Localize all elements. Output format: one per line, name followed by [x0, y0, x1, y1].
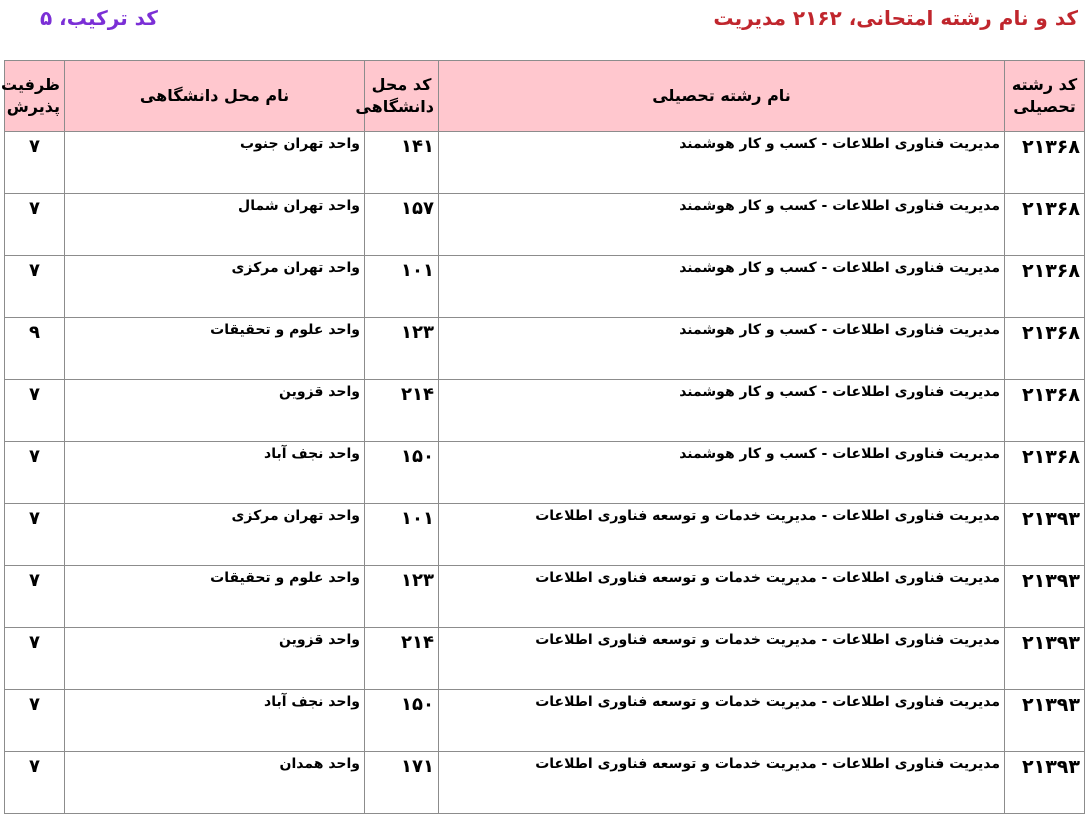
- table-row: [5, 318, 1085, 380]
- location-code-cell: ۱۲۳: [365, 318, 439, 380]
- location-code-cell: ۲۱۴: [365, 628, 439, 690]
- col-header-location-name: نام محل دانشگاهی: [65, 61, 365, 132]
- major-name-cell: مدیریت فناوری اطلاعات - مدیریت خدمات و توسعه فناوری اطلاعات: [439, 504, 1005, 566]
- table-row: [5, 504, 1085, 566]
- location-name-cell: واحد قزوین: [65, 380, 365, 442]
- capacity-cell: ۷: [5, 442, 65, 504]
- location-code-cell: ۱۵۰: [365, 442, 439, 504]
- page-title: کد و نام رشته امتحانی، ۲۱۶۲ مدیریت: [713, 6, 1078, 30]
- location-name-cell: واحد همدان: [65, 752, 365, 814]
- major-code-cell: ۲۱۳۶۸: [1005, 132, 1085, 194]
- capacity-cell: ۷: [5, 504, 65, 566]
- location-code-cell: ۱۴۱: [365, 132, 439, 194]
- table-row: [5, 442, 1085, 504]
- capacity-cell: ۷: [5, 628, 65, 690]
- major-name-cell: مدیریت فناوری اطلاعات - کسب و کار هوشمند: [439, 256, 1005, 318]
- major-code-cell: ۲۱۳۹۳: [1005, 566, 1085, 628]
- location-name-cell: واحد قزوین: [65, 628, 365, 690]
- col-header-location-code: کد محل دانشگاهی: [365, 61, 439, 132]
- table-row: [5, 380, 1085, 442]
- col-header-major-code: کد رشته تحصیلی: [1005, 61, 1085, 132]
- major-code-cell: ۲۱۳۹۳: [1005, 628, 1085, 690]
- major-code-cell: ۲۱۳۶۸: [1005, 380, 1085, 442]
- table-row: [5, 628, 1085, 690]
- location-name-cell: واحد تهران جنوب: [65, 132, 365, 194]
- location-code-cell: ۱۲۳: [365, 566, 439, 628]
- capacity-cell: ۹: [5, 318, 65, 380]
- location-name-cell: واحد تهران مرکزی: [65, 504, 365, 566]
- location-name-cell: واحد علوم و تحقیقات: [65, 318, 365, 380]
- capacity-cell: ۷: [5, 752, 65, 814]
- capacity-cell: ۷: [5, 194, 65, 256]
- location-code-cell: ۱۰۱: [365, 504, 439, 566]
- location-code-cell: ۱۵۷: [365, 194, 439, 256]
- location-code-cell: ۲۱۴: [365, 380, 439, 442]
- location-code-cell: ۱۵۰: [365, 690, 439, 752]
- table-row: [5, 566, 1085, 628]
- major-name-cell: مدیریت فناوری اطلاعات - مدیریت خدمات و توسعه فناوری اطلاعات: [439, 566, 1005, 628]
- capacity-cell: ۷: [5, 256, 65, 318]
- major-code-cell: ۲۱۳۹۳: [1005, 752, 1085, 814]
- major-code-cell: ۲۱۳۶۸: [1005, 194, 1085, 256]
- col-header-capacity: ظرفیت پذیرش: [5, 61, 65, 132]
- location-code-cell: ۱۷۱: [365, 752, 439, 814]
- capacity-cell: ۷: [5, 566, 65, 628]
- major-code-cell: ۲۱۳۶۸: [1005, 442, 1085, 504]
- capacity-cell: ۷: [5, 132, 65, 194]
- major-code-cell: ۲۱۳۶۸: [1005, 256, 1085, 318]
- capacity-cell: ۷: [5, 690, 65, 752]
- combo-code: کد ترکیب، ۵: [40, 6, 158, 30]
- location-name-cell: واحد تهران شمال: [65, 194, 365, 256]
- location-name-cell: واحد تهران مرکزی: [65, 256, 365, 318]
- table-header-row: [5, 61, 1085, 132]
- location-code-cell: ۱۰۱: [365, 256, 439, 318]
- major-name-cell: مدیریت فناوری اطلاعات - مدیریت خدمات و توسعه فناوری اطلاعات: [439, 628, 1005, 690]
- major-code-cell: ۲۱۳۶۸: [1005, 318, 1085, 380]
- major-name-cell: مدیریت فناوری اطلاعات - مدیریت خدمات و توسعه فناوری اطلاعات: [439, 690, 1005, 752]
- location-name-cell: واحد نجف آباد: [65, 690, 365, 752]
- location-name-cell: واحد نجف آباد: [65, 442, 365, 504]
- major-name-cell: مدیریت فناوری اطلاعات - کسب و کار هوشمند: [439, 380, 1005, 442]
- col-header-major-name: نام رشته تحصیلی: [439, 61, 1005, 132]
- major-name-cell: مدیریت فناوری اطلاعات - کسب و کار هوشمند: [439, 442, 1005, 504]
- table-row: [5, 256, 1085, 318]
- table-row: [5, 194, 1085, 256]
- major-code-cell: ۲۱۳۹۳: [1005, 504, 1085, 566]
- page-header: [0, 4, 1088, 36]
- capacity-cell: ۷: [5, 380, 65, 442]
- major-name-cell: مدیریت فناوری اطلاعات - کسب و کار هوشمند: [439, 318, 1005, 380]
- table-row: [5, 132, 1085, 194]
- major-name-cell: مدیریت فناوری اطلاعات - کسب و کار هوشمند: [439, 194, 1005, 256]
- major-name-cell: مدیریت فناوری اطلاعات - مدیریت خدمات و توسعه فناوری اطلاعات: [439, 752, 1005, 814]
- major-code-cell: ۲۱۳۹۳: [1005, 690, 1085, 752]
- location-name-cell: واحد علوم و تحقیقات: [65, 566, 365, 628]
- table-row: [5, 752, 1085, 814]
- table-row: [5, 690, 1085, 752]
- major-name-cell: مدیریت فناوری اطلاعات - کسب و کار هوشمند: [439, 132, 1005, 194]
- admissions-table: [1, 60, 1085, 814]
